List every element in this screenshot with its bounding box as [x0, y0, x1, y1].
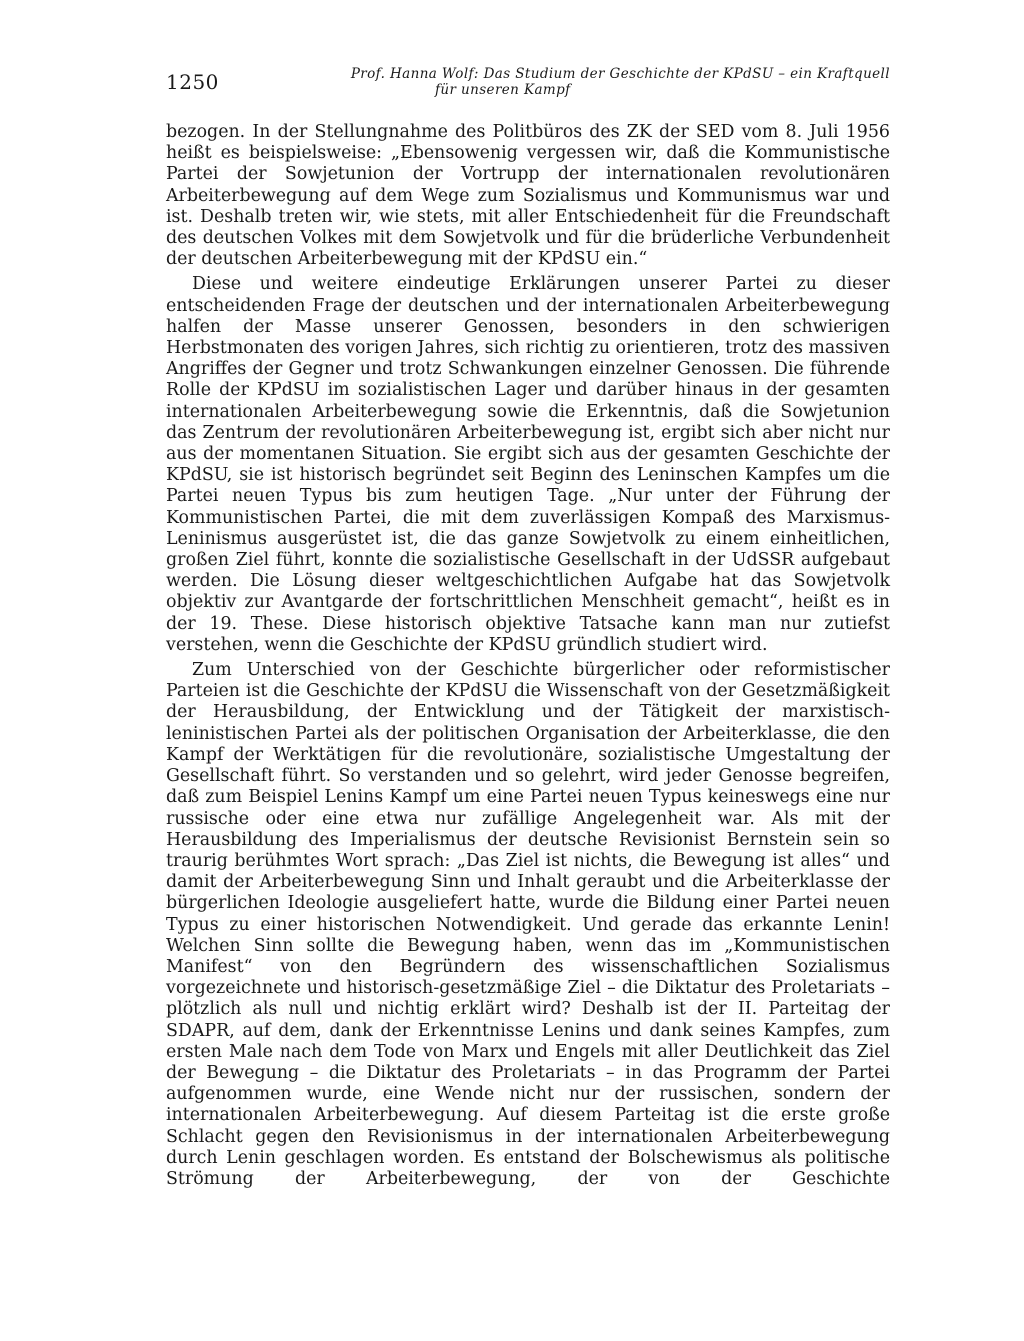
running-title-line-1: Prof. Hanna Wolf: Das Studium der Geschichte der KPdSU – ein Kraftquell: [350, 66, 890, 82]
paragraph: Diese und weitere eindeutige Erklärungen unserer Partei zu dieser entscheidenden Frage der deutschen und der internationalen Arbeiterbewegung halfen der Masse unserer Genossen, besonders in den schwierigen Herbstmonaten des vorigen Jahres, sich richtig zu orientieren, trotz des massiven Angriffes der Gegner und trotz Schwankungen einzelner Genossen. Die führende Rolle der KPdSU im sozialistischen Lager und darüber hinaus in der gesamten internationalen Arbeiterbewegung sowie die Erkenntnis, daß die Sowjetunion das Zentrum der revolutionären Arbeiterbewegung ist, ergibt sich aber nicht nur aus der momentanen Situation. Sie ergibt sich aus der gesamten Geschichte der KPdSU, sie ist historisch begründet seit Beginn des Leninschen Kampfes um die Partei neuen Typus bis zum heutigen Tage. „Nur unter der Führung der Kommunistischen Partei, die mit dem zuverlässigen Kompaß des Marxismus-Leninismus ausgerüstet ist, die das ganze Sowjetvolk zu einem einheitlichen, großen Ziel führt, konnte die sozialistische Gesellschaft in der UdSSR aufgebaut werden. Die Lösung dieser weltgeschichtlichen Aufgabe hat das Sowjetvolk objektiv zur Avantgarde der fortschrittlichen Menschheit gemacht“, heißt es in der 19. These. Diese historisch objektive Tatsache kann man nur zutiefst verstehen, wenn die Geschichte der KPdSU gründlich studiert wird.: [166, 274, 891, 655]
running-title: [300, 66, 890, 98]
running-title-line-2: für unseren Kampf: [435, 82, 571, 98]
running-header: [166, 64, 890, 104]
page-number: 1250: [166, 70, 219, 94]
paragraph: Zum Unterschied von der Geschichte bürgerlicher oder reformistischer Parteien ist die Geschichte der KPdSU die Wissenschaft von der Gesetzmäßigkeit der Herausbildung, der Entwicklung und der Tätigkeit der marxistisch-leninistischen Partei als der politischen Organisation der Arbeiterklasse, die den Kampf der Werktätigen für die revolutionäre, sozialistische Umgestaltung der Gesellschaft führt. So verstanden und so gelehrt, wird jeder Genosse begreifen, daß zum Beispiel Lenins Kampf um eine Partei neuen Typus keineswegs eine nur russische oder eine etwa nur zufällige Angelegenheit war. Als mit der Herausbildung des Imperialismus der deutsche Revisionist Bernstein sein so traurig berühmtes Wort sprach: „Das Ziel ist nichts, die Bewegung ist alles“ und damit der Arbeiterbewegung Sinn und Inhalt geraubt und die Arbeiterklasse der bürgerlichen Ideologie ausgeliefert hatte, wurde die Bildung einer Partei neuen Typus zu einer historischen Notwendigkeit. Und gerade das erkannte Lenin! Welchen Sinn sollte die Bewegung haben, wenn das im „Kommunistischen Manifest“ von den Begründern des wissenschaftlichen Sozialismus vorgezeichnete und historisch-gesetzmäßige Ziel – die Diktatur des Proletariats – plötzlich als null und nichtig erklärt wird? Deshalb ist der II. Parteitag der SDAPR, auf dem, dank der Erkenntnisse Lenins und dank seines Kampfes, zum ersten Male nach dem Tode von Marx und Engels mit aller Deutlichkeit das Ziel der Bewegung – die Diktatur des Proletariats – in das Programm der Partei aufgenommen wurde, eine Wende nicht nur der russischen, sondern der internationalen Arbeiterbewegung. Auf diesem Parteitag ist die erste große Schlacht gegen den Revisionismus in der internationalen Arbeiterbewegung durch Lenin geschlagen worden. Es entstand der Bolschewismus als politische Strömung der Arbeiterbewegung, der von der Geschichte: [166, 660, 890, 1189]
body-text: [166, 122, 890, 1194]
paragraph-continuation: bezogen. In der Stellungnahme des Politbüros des ZK der SED vom 8. Juli 1956 heißt es beispielsweise: „Ebensowenig vergessen wir, daß die Kommunistische Partei der Sowjetunion der Vortrupp der internationalen revolutionären Arbeiterbewegung auf dem Wege zum Sozialismus und Kommunismus war und ist. Deshalb treten wir, wie stets, mit aller Entschiedenheit für die Freundschaft des deutschen Volkes mit dem Sowjetvolk und für die brüderliche Verbundenheit der deutschen Arbeiterbewegung mit der KPdSU ein.“: [166, 122, 890, 270]
